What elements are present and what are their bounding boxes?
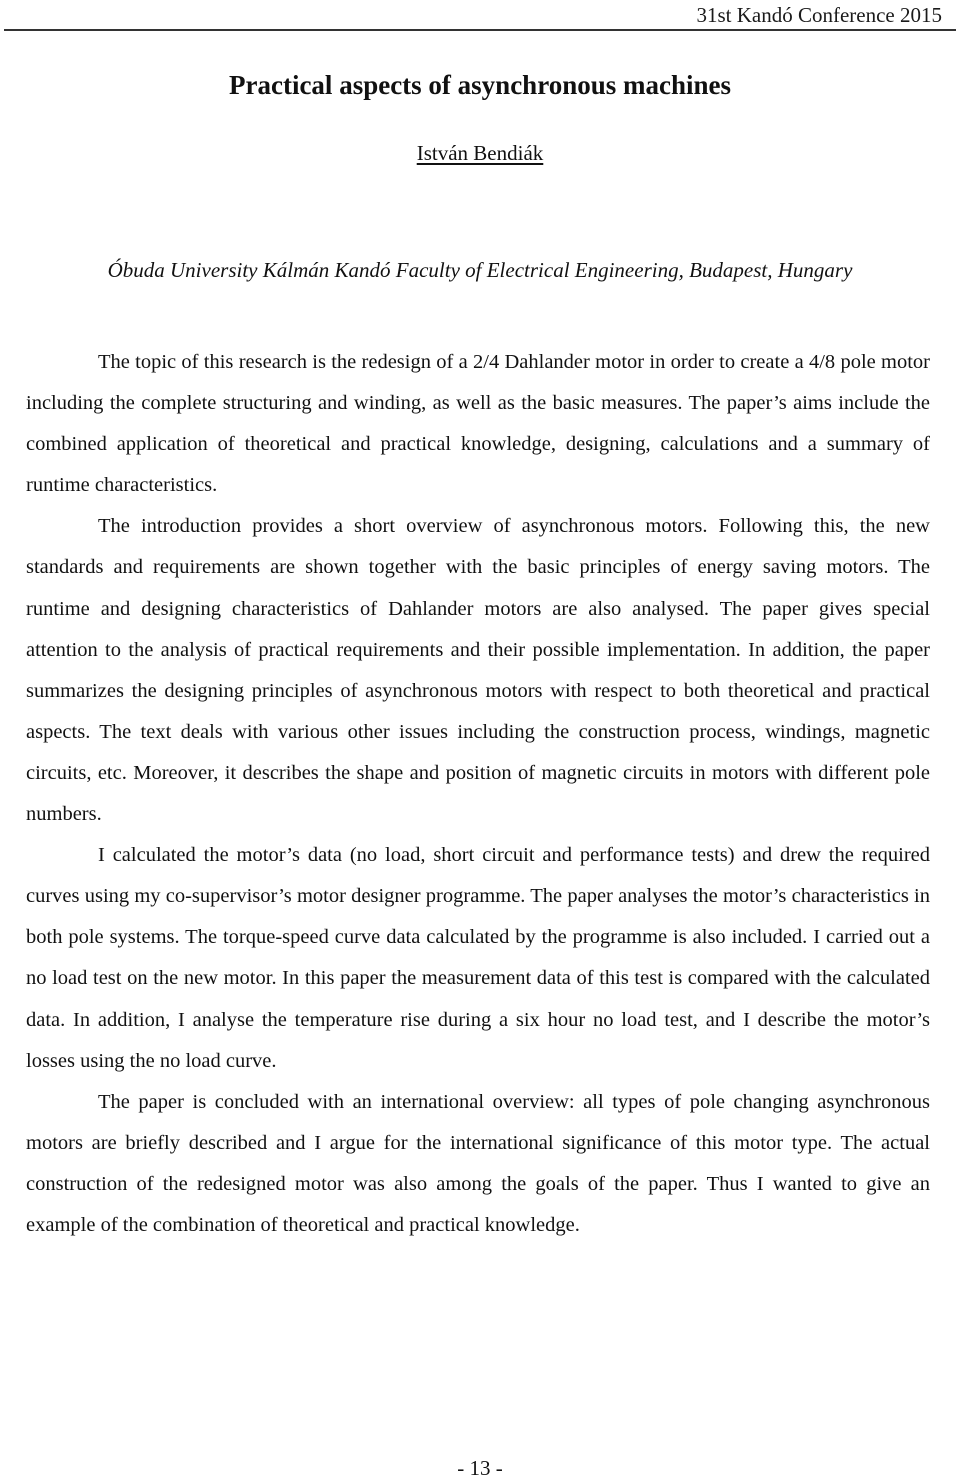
page-number: - 13 -: [457, 1456, 503, 1480]
header-divider: [4, 29, 956, 31]
paragraph: The topic of this research is the redesign of a 2/4 Dahlander motor in order to create a 4/8 pole motor including the complete structuring and winding, as well as the basic measures. The paper’s aims include the combined application of theoretical and practical knowledge, designing, calculations and a summary of runtime characteristics.: [26, 351, 930, 497]
abstract-body: [26, 342, 930, 1246]
author-name: István Bendiák: [416, 141, 544, 165]
page-header: [0, 0, 960, 30]
paper-title: Practical aspects of asynchronous machines: [229, 70, 731, 100]
paragraph: I calculated the motor’s data (no load, short circuit and performance tests) and drew the required curves using my co-supervisor’s motor designer programme. The paper analyses the motor’s characteristics in both pole systems. The torque-speed curve data calculated by the programme is also included. I carried out a no load test on the new motor. In this paper the measurement data of this test is compared with the calculated data. In addition, I analyse the temperature rise during a six hour no load test, and I describe the motor’s losses using the no load curve.: [26, 844, 930, 1072]
paragraph: The introduction provides a short overview of asynchronous motors. Following this, the new standards and requirements are shown together with the basic principles of energy saving motors. The runtime and designing characteristics of Dahlander motors are also analysed. The paper gives special attention to the analysis of practical requirements and their possible implementation. In addition, the paper summarizes the designing principles of asynchronous motors with respect to both theoretical and practical aspects. The text deals with various other issues including the construction process, windings, magnetic circuits, etc. Moreover, it describes the shape and position of magnetic circuits in motors with different pole numbers.: [26, 515, 930, 826]
paragraph: The paper is concluded with an international overview: all types of pole changing asynchronous motors are briefly described and I argue for the international significance of this motor type. The actual construction of the redesigned motor was also among the goals of the paper. Thus I wanted to give an example of the combination of theoretical and practical knowledge.: [26, 1090, 930, 1236]
author-line: [0, 139, 960, 167]
running-head: 31st Kandó Conference 2015: [696, 3, 942, 27]
affiliation: Óbuda University Kálmán Kandó Faculty of Electrical Engineering, Budapest, Hungary: [107, 258, 853, 282]
